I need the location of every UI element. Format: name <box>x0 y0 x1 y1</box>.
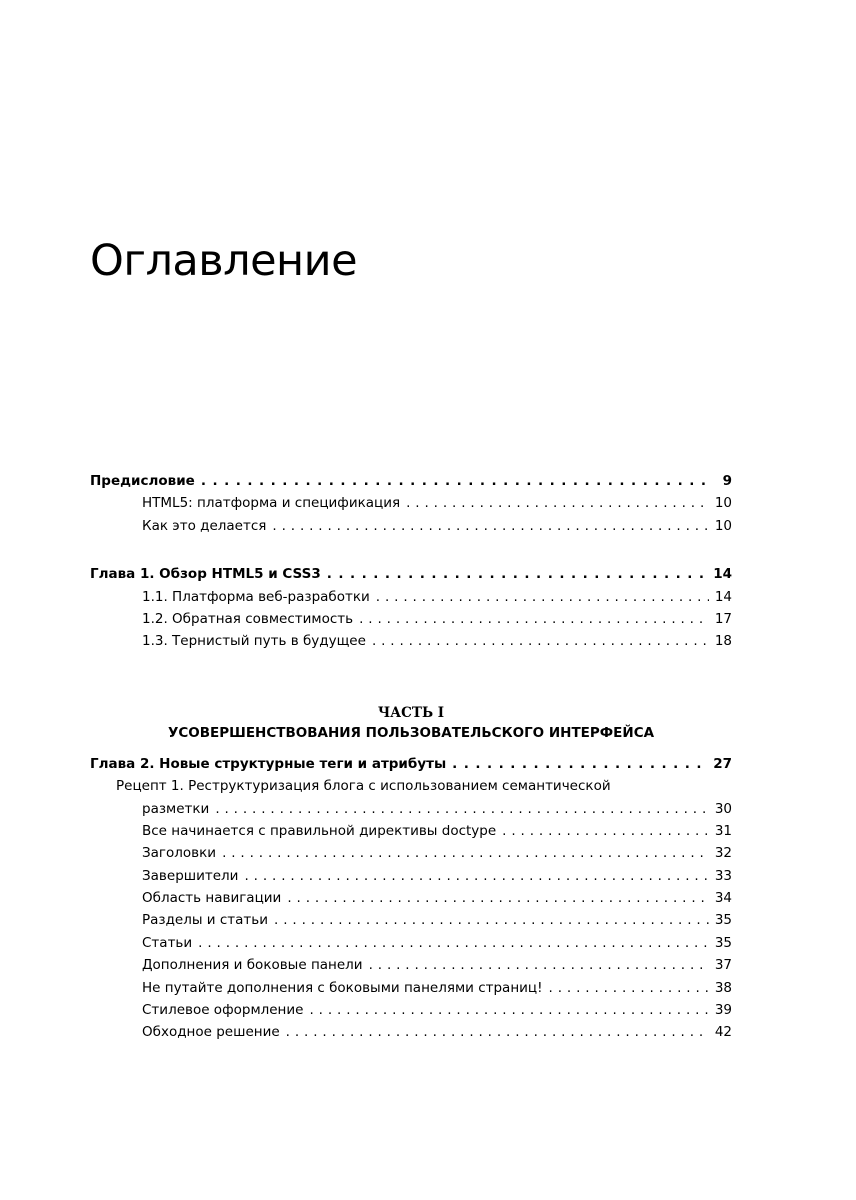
toc-page-number: 38 <box>714 979 732 996</box>
toc-entry-title: 1.2. Обратная совместимость <box>142 610 354 627</box>
toc-entry-title: Стилевое оформление <box>142 1002 304 1019</box>
dot-leader <box>201 470 712 492</box>
toc-group-chapter-1 <box>90 563 732 653</box>
toc-entry[interactable] <box>90 932 732 954</box>
dot-leader <box>222 842 709 864</box>
toc-entry-title: Заголовки <box>142 845 217 862</box>
page-title: Оглавление <box>90 236 358 286</box>
toc-entry-title: HTML5: платформа и спецификация <box>142 495 401 512</box>
part-heading <box>90 703 732 743</box>
toc-page-number: 34 <box>714 890 732 907</box>
toc-entry-title: Рецепт 1. Реструктуризация блога с использованием семантической <box>116 778 611 795</box>
toc-entry-chapter-1[interactable] <box>90 563 732 585</box>
toc-entry-title: Глава 2. Новые структурные теги и атрибуты <box>90 755 447 772</box>
toc-page-number: 10 <box>714 517 732 534</box>
dot-leader <box>372 630 709 652</box>
dot-leader <box>327 563 707 585</box>
toc-entry-chapter-2[interactable] <box>90 753 732 775</box>
toc-page-number: 31 <box>714 822 732 839</box>
toc-entry[interactable] <box>90 608 732 630</box>
toc-entry[interactable] <box>90 630 732 652</box>
toc-page-number: 27 <box>713 755 732 772</box>
toc-page-number: 14 <box>714 588 732 605</box>
dot-leader <box>376 586 709 608</box>
toc-entry[interactable] <box>90 586 732 608</box>
toc-entry-title: Не путайте дополнения с боковыми панелями страниц! <box>142 979 543 996</box>
dot-leader <box>369 954 709 976</box>
toc-entry-title: Глава 1. Обзор HTML5 и CSS3 <box>90 566 321 583</box>
toc-page-number: 37 <box>714 957 732 974</box>
toc-page-number: 18 <box>714 633 732 650</box>
toc-entry-title: Область навигации <box>142 890 282 907</box>
toc-entry[interactable] <box>90 954 732 976</box>
toc-entry-title: Предисловие <box>90 473 195 489</box>
dot-leader <box>272 515 708 537</box>
toc-entry[interactable] <box>90 820 732 842</box>
toc-entry-title: разметки <box>142 800 210 817</box>
toc-page-number: 42 <box>714 1024 732 1041</box>
toc-entry-title: 1.1. Платформа веб-разработки <box>142 588 370 605</box>
toc-page-number: 17 <box>714 610 732 627</box>
toc-entry-recipe-title[interactable] <box>90 775 732 797</box>
toc-entry-title: Обходное решение <box>142 1024 280 1041</box>
toc-page-number: 30 <box>714 800 732 817</box>
toc-entry[interactable] <box>90 865 732 887</box>
toc-entry[interactable] <box>90 492 732 514</box>
dot-leader <box>502 820 709 842</box>
toc-page-number: 32 <box>714 845 732 862</box>
table-of-contents <box>90 470 732 1044</box>
toc-page-number: 9 <box>722 473 732 489</box>
toc-group-preface <box>90 470 732 537</box>
toc-entry-preface[interactable] <box>90 470 732 492</box>
spacer <box>90 537 732 563</box>
dot-leader <box>452 753 707 775</box>
toc-entry[interactable] <box>90 887 732 909</box>
dot-leader <box>274 909 709 931</box>
dot-leader <box>359 608 709 630</box>
dot-leader <box>215 798 709 820</box>
part-title: УСОВЕРШЕНСТВОВАНИЯ ПОЛЬЗОВАТЕЛЬСКОГО ИНТЕРФЕЙСА <box>167 724 655 741</box>
toc-page-number: 35 <box>714 934 732 951</box>
dot-leader <box>309 999 708 1021</box>
toc-page-number: 35 <box>714 912 732 929</box>
dot-leader <box>244 865 708 887</box>
toc-entry-title: Разделы и статьи <box>142 912 269 929</box>
toc-entry[interactable] <box>90 909 732 931</box>
toc-entry-title: 1.3. Тернистый путь в будущее <box>142 633 366 650</box>
toc-page-number: 10 <box>714 495 732 512</box>
dot-leader <box>549 977 709 999</box>
toc-page-number: 39 <box>714 1002 732 1019</box>
toc-group-chapter-2 <box>90 753 732 1044</box>
toc-entry-recipe-continued[interactable] <box>90 798 732 820</box>
toc-entry-title: Как это делается <box>142 517 267 534</box>
dot-leader <box>406 492 709 514</box>
toc-entry[interactable] <box>90 1021 732 1043</box>
toc-entry-title: Завершители <box>142 867 239 884</box>
part-label: ЧАСТЬ I <box>377 704 445 721</box>
toc-entry[interactable] <box>90 999 732 1021</box>
dot-leader <box>286 1021 709 1043</box>
toc-page-number: 33 <box>714 867 732 884</box>
toc-entry[interactable] <box>90 842 732 864</box>
toc-entry[interactable] <box>90 515 732 537</box>
toc-entry-title: Статьи <box>142 934 193 951</box>
toc-entry-title: Все начинается с правильной директивы doctype <box>142 822 497 839</box>
dot-leader <box>198 932 709 954</box>
dot-leader <box>287 887 708 909</box>
toc-entry-title: Дополнения и боковые панели <box>142 957 363 974</box>
toc-page-number: 14 <box>713 566 732 583</box>
toc-entry[interactable] <box>90 977 732 999</box>
